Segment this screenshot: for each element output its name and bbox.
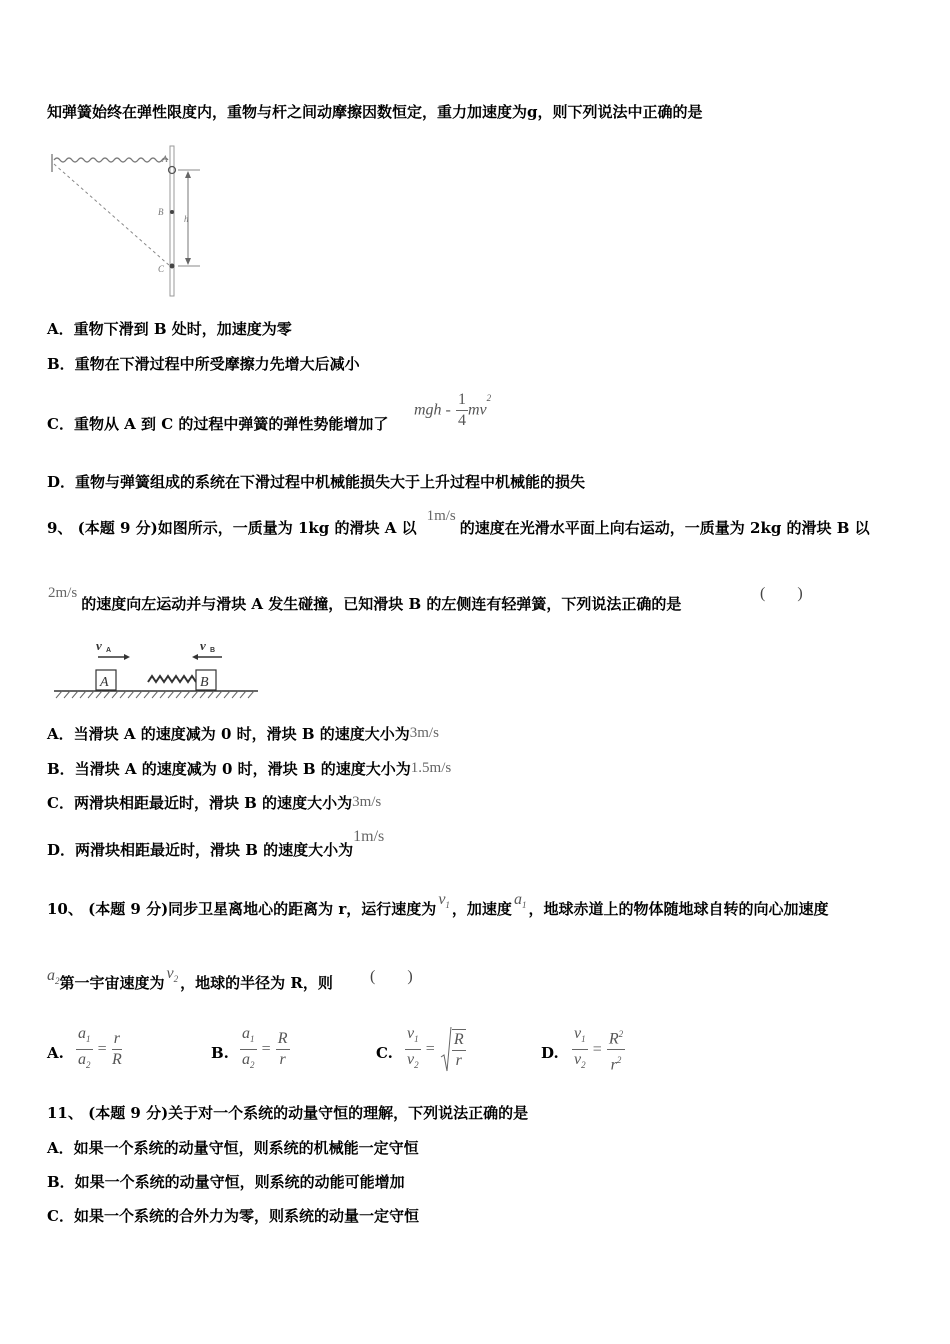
- formula-right: mv: [467, 401, 487, 419]
- q10-option-c-formula: $\frac{v_1}{v_2}$ = $\frac{R}{r}$: [407, 1025, 464, 1071]
- block-b-label: B: [200, 675, 209, 690]
- va-label: v: [96, 638, 102, 653]
- q10-answer-paren: ( ): [370, 968, 413, 985]
- q9-option-d: [47, 828, 385, 861]
- formula-den: 4: [457, 412, 466, 429]
- q9-option-c-text: C．两滑块相距最近时，滑块 B 的速度大小为: [47, 794, 353, 812]
- q10-option-d-formula: $\frac{v_1}{v_2}$ = $\frac{R^2}{r^2}$: [574, 1025, 624, 1074]
- q8-option-c-text: C．重物从 A 到 C 的过程中弹簧的弹性势能增加了: [47, 415, 389, 433]
- block-a-label: A: [100, 675, 109, 690]
- label-h: h: [184, 214, 189, 224]
- spring-rod-figure: [44, 142, 214, 302]
- vb-sub: B: [210, 647, 216, 654]
- q11-stem: 11、 (本题 9 分)关于对一个系统的动量守恒的理解，下列说法正确的是: [47, 1104, 529, 1122]
- q9-option-b-value: 1.5m/s: [410, 760, 452, 776]
- q9-option-b-text: B．当滑块 A 的速度减为 0 时，滑块 B 的速度大小为: [47, 760, 411, 778]
- q10-stem-line2: [47, 965, 333, 999]
- va-sub: A: [106, 647, 112, 654]
- label-a: A: [162, 154, 168, 164]
- q9-speed-b: 2m/s: [48, 585, 78, 601]
- formula-sup: 2: [486, 393, 492, 403]
- q10-a1: $a_1$: [513, 891, 527, 911]
- formula-left: mgh -: [414, 401, 451, 419]
- q10-option-b-formula: $\frac{a_1}{a_2}$ = $\frac{R}{r}$: [242, 1025, 288, 1071]
- q10-a2: $a_2$: [47, 967, 60, 987]
- q11-option-c: C．如果一个系统的合外力为零，则系统的动量一定守恒: [47, 1207, 419, 1225]
- q11-option-a: A．如果一个系统的动量守恒，则系统的机械能一定守恒: [47, 1139, 419, 1157]
- q9-option-d-text: D．两滑块相距最近时，滑块 B 的速度大小为: [47, 841, 354, 859]
- vb-label: v: [200, 638, 206, 653]
- q10-stem-part4: 第一宇宙速度为: [59, 974, 165, 992]
- q9-option-d-value: 1m/s: [353, 828, 385, 845]
- q8-option-c-formula: [414, 390, 491, 431]
- q10-option-a-label: A.: [47, 1044, 64, 1062]
- q10-option-c-label: C.: [376, 1044, 393, 1062]
- label-b: B: [158, 207, 164, 217]
- q11-option-b: B．如果一个系统的动量守恒，则系统的动能可能增加: [47, 1173, 405, 1191]
- q9-option-c: [47, 793, 381, 814]
- q8-option-d: D．重物与弹簧组成的系统在下滑过程中机械能损失大于上升过程中机械能的损失: [47, 473, 586, 491]
- formula-fraction: [456, 390, 468, 431]
- q10-v1: $v_1$: [438, 891, 450, 911]
- collision-figure: [50, 636, 270, 708]
- q10-stem-part1: 10、 (本题 9 分)同步卫星离地心的距离为 r，运行速度为: [47, 900, 437, 918]
- q9-answer-paren: ( ): [760, 585, 803, 602]
- q10-stem-part3: ，地球赤道上的物体随地球自转的向心加速度: [528, 900, 829, 918]
- q9-option-c-value: 3m/s: [352, 794, 382, 810]
- q8-option-a: A．重物下滑到 B 处时，加速度为零: [47, 320, 292, 338]
- q10-stem-line1: [47, 891, 829, 925]
- q10-option-d-label: D.: [541, 1044, 559, 1062]
- q8-option-c: [47, 414, 388, 434]
- formula-num: 1: [456, 390, 468, 411]
- label-c: C: [158, 264, 165, 274]
- q10-stem-part5: ，地球的半径为 R，则: [180, 974, 333, 992]
- q9-stem-line2: [48, 585, 682, 615]
- intro-line: 知弹簧始终在弹性限度内，重物与杆之间动摩擦因数恒定，重力加速度为g，则下列说法中正确的是: [47, 103, 703, 121]
- q9-option-b: [47, 759, 451, 780]
- q10-v2: $v_2$: [166, 965, 179, 985]
- q10-option-b-label: B.: [211, 1044, 229, 1062]
- q9-speed-a: 1m/s: [426, 508, 456, 524]
- sqrt-sign: $\frac{R}{r}$: [440, 1029, 466, 1071]
- q8-option-b: B．重物在下滑过程中所受摩擦力先增大后减小: [47, 355, 360, 373]
- q9-stem-part3: 的速度向左运动并与滑块 A 发生碰撞，已知滑块 B 的左侧连有轻弹簧，下列说法正确的是: [81, 595, 682, 613]
- q9-stem-line1: [47, 508, 870, 539]
- q9-option-a-text: A．当滑块 A 的速度减为 0 时，滑块 B 的速度大小为: [47, 725, 410, 743]
- q10-stem-part2: ，加速度: [451, 900, 512, 918]
- q9-stem-part2: 的速度在光滑水平面上向右运动，一质量为 2kg 的滑块 B 以: [459, 519, 870, 537]
- q9-stem-part1: 9、 (本题 9 分)如图所示，一质量为 1kg 的滑块 A 以: [47, 519, 417, 537]
- q10-option-a-formula: $\frac{a_1}{a_2}$ = $\frac{r}{R}$: [78, 1025, 122, 1071]
- q9-option-a-value: 3m/s: [409, 725, 439, 741]
- q9-option-a: [47, 724, 439, 745]
